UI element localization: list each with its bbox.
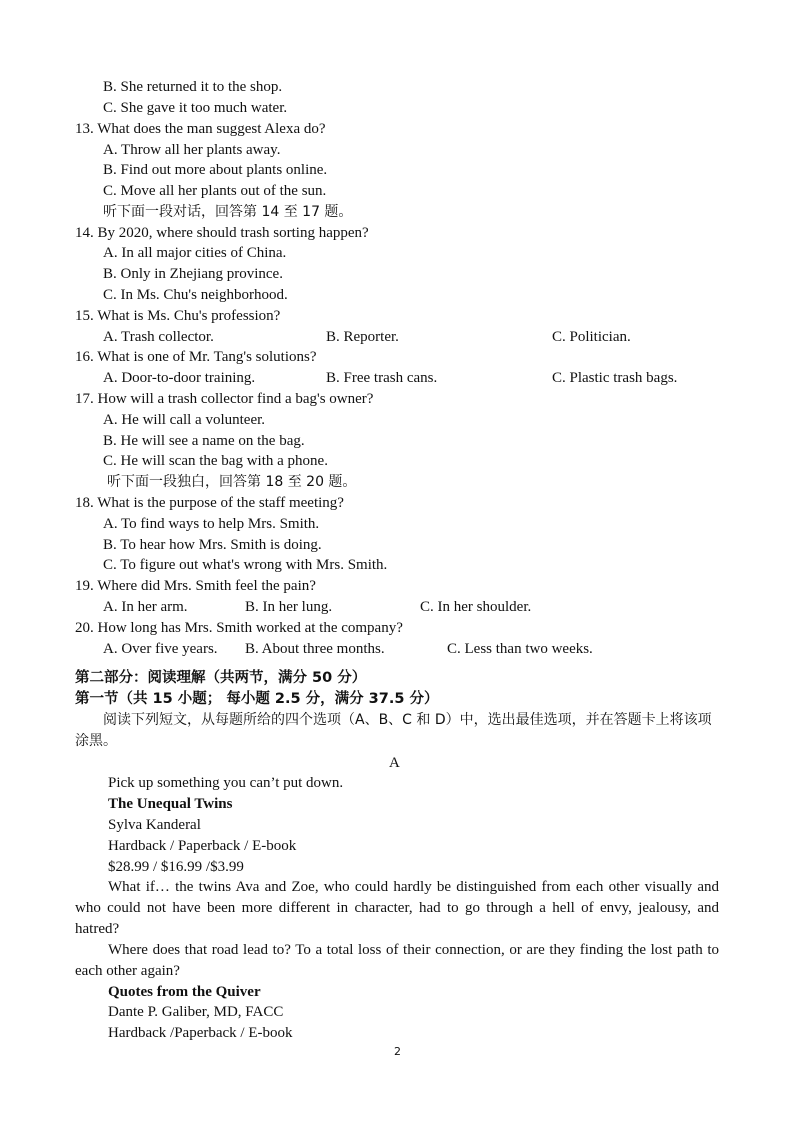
q13-option-b: B. Find out more about plants online.	[103, 162, 328, 178]
book2-formats: Hardback /Paperback / E-book	[108, 1025, 293, 1041]
book2-author: Dante P. Galiber, MD, FACC	[108, 1004, 284, 1020]
q20-option-b: B. About three months.	[245, 641, 385, 657]
q19-stem: 19. Where did Mrs. Smith feel the pain?	[75, 578, 316, 594]
directions-14-17: 听下面一段对话，回答第 14 至 17 题。	[103, 204, 353, 220]
passage-intro: Pick up something you can’t put down.	[108, 775, 344, 791]
q15-stem: 15. What is Ms. Chu's profession?	[75, 308, 281, 324]
book1-author: Sylva Kanderal	[108, 817, 201, 833]
q17-option-b: B. He will see a name on the bag.	[103, 433, 305, 449]
book1-formats: Hardback / Paperback / E-book	[108, 838, 297, 854]
part2-title: 第二部分：阅读理解（共两节，满分 50 分）	[75, 670, 367, 686]
q16-option-b: B. Free trash cans.	[326, 370, 438, 386]
q19-option-b: B. In her lung.	[245, 599, 333, 615]
q13-option-a: A. Throw all her plants away.	[103, 142, 281, 158]
reading-instruction: 阅读下列短文，从每题所给的四个选项（A、B、C 和 D）中，选出最佳选项，并在答题卡上将该项涂黑。	[75, 712, 712, 749]
q15-option-a: A. Trash collector.	[103, 329, 214, 345]
q13-option-c: C. Move all her plants out of the sun.	[103, 183, 327, 199]
q19-option-a: A. In her arm.	[103, 599, 188, 615]
book1-prices: $28.99 / $16.99 /$3.99	[108, 859, 244, 875]
q15-option-b: B. Reporter.	[326, 329, 399, 345]
book1-title: The Unequal Twins	[108, 796, 233, 812]
q14-option-c: C. In Ms. Chu's neighborhood.	[103, 287, 288, 303]
directions-18-20: 听下面一段独白，回答第 18 至 20 题。	[107, 474, 357, 490]
q15-option-c: C. Politician.	[552, 329, 631, 345]
q18-option-c: C. To figure out what's wrong with Mrs. Smith.	[103, 557, 388, 573]
q14-option-b: B. Only in Zhejiang province.	[103, 266, 283, 282]
book2-title: Quotes from the Quiver	[108, 984, 261, 1000]
q20-option-c: C. Less than two weeks.	[447, 641, 593, 657]
q16-stem: 16. What is one of Mr. Tang's solutions?	[75, 349, 317, 365]
book1-paragraph-1: What if… the twins Ava and Zoe, who could hardly be distinguished from each other visually and who could not have been more different in character, had to go through a hell of envy, jealousy, and hatred?	[75, 879, 719, 937]
q20-option-a: A. Over five years.	[103, 641, 218, 657]
q17-option-a: A. He will call a volunteer.	[103, 412, 266, 428]
section1-title: 第一节（共 15 小题； 每小题 2.5 分，满分 37.5 分）	[75, 691, 439, 707]
q16-option-c: C. Plastic trash bags.	[552, 370, 678, 386]
q19-option-c: C. In her shoulder.	[420, 599, 532, 615]
q14-option-a: A. In all major cities of China.	[103, 245, 287, 261]
page-number: 2	[394, 1045, 401, 1058]
q17-option-c: C. He will scan the bag with a phone.	[103, 453, 328, 469]
q13-stem: 13. What does the man suggest Alexa do?	[75, 121, 326, 137]
q18-option-a: A. To find ways to help Mrs. Smith.	[103, 516, 320, 532]
q18-option-b: B. To hear how Mrs. Smith is doing.	[103, 537, 322, 553]
book1-paragraph-2: Where does that road lead to? To a total loss of their connection, or are they finding the lost path to each other again?	[75, 942, 719, 979]
q17-stem: 17. How will a trash collector find a bag's owner?	[75, 391, 374, 407]
q12-option-c: C. She gave it too much water.	[103, 100, 288, 116]
q20-stem: 20. How long has Mrs. Smith worked at the company?	[75, 620, 403, 636]
q14-stem: 14. By 2020, where should trash sorting happen?	[75, 225, 369, 241]
q16-option-a: A. Door-to-door training.	[103, 370, 256, 386]
passage-letter: A	[389, 755, 400, 771]
q18-stem: 18. What is the purpose of the staff meeting?	[75, 495, 344, 511]
q12-option-b: B. She returned it to the shop.	[103, 79, 283, 95]
